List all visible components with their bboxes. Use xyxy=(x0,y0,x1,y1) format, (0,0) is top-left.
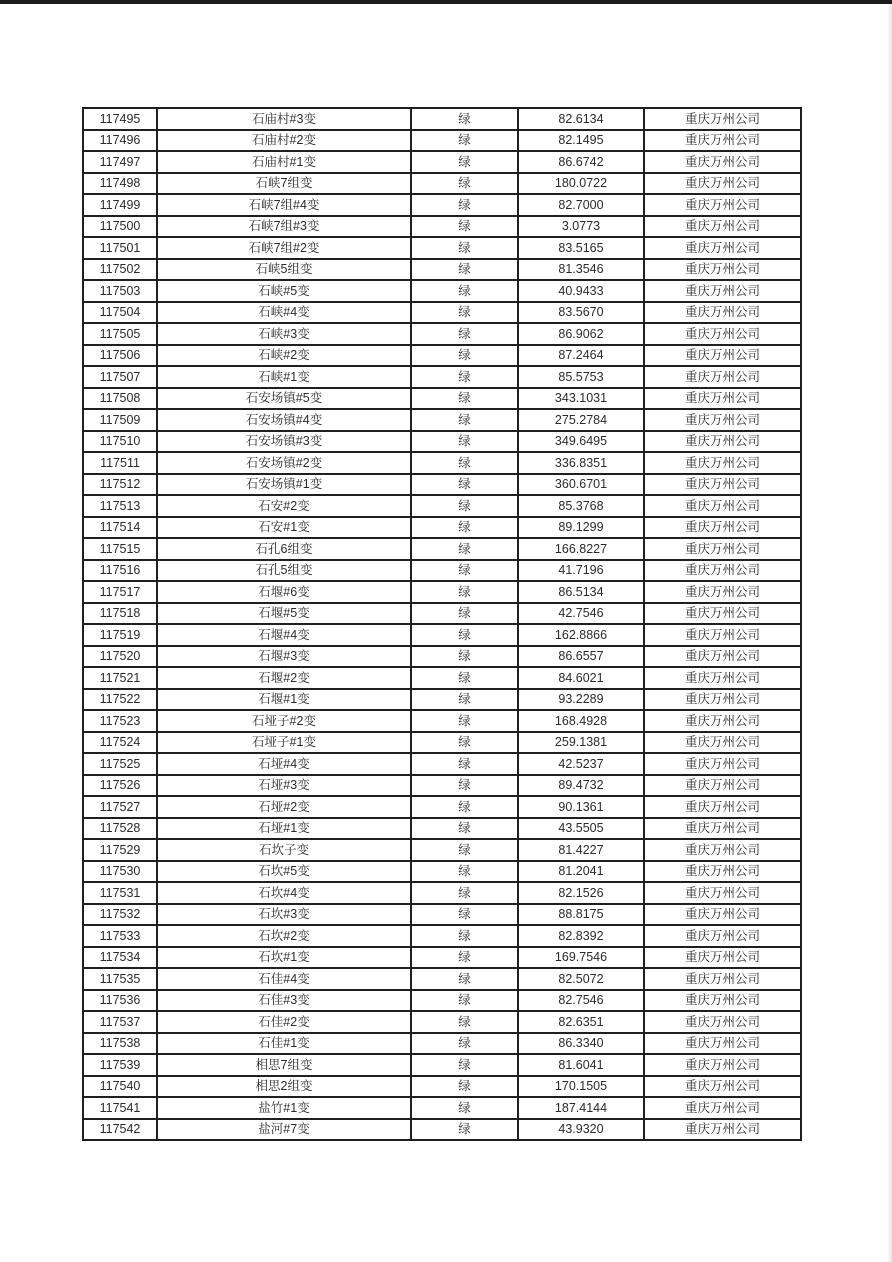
table-row xyxy=(83,839,801,861)
cell-name: 石佳#3变 xyxy=(157,990,411,1012)
cell-id: 117534 xyxy=(83,947,157,969)
table-row xyxy=(83,925,801,947)
cell-company: 重庆万州公司 xyxy=(644,925,801,947)
cell-value: 168.4928 xyxy=(518,710,644,732)
cell-value: 40.9433 xyxy=(518,280,644,302)
table-row xyxy=(83,1119,801,1141)
cell-name: 石峡#2变 xyxy=(157,345,411,367)
table-row xyxy=(83,130,801,152)
cell-status: 绿 xyxy=(411,366,518,388)
cell-id: 117523 xyxy=(83,710,157,732)
cell-value: 82.7546 xyxy=(518,990,644,1012)
cell-status: 绿 xyxy=(411,560,518,582)
table-row xyxy=(83,280,801,302)
cell-company: 重庆万州公司 xyxy=(644,732,801,754)
cell-name: 石孔5组变 xyxy=(157,560,411,582)
cell-id: 117521 xyxy=(83,667,157,689)
cell-name: 石佳#2变 xyxy=(157,1011,411,1033)
cell-company: 重庆万州公司 xyxy=(644,882,801,904)
table-row xyxy=(83,194,801,216)
cell-name: 石堰#4变 xyxy=(157,624,411,646)
cell-value: 259.1381 xyxy=(518,732,644,754)
cell-status: 绿 xyxy=(411,151,518,173)
cell-status: 绿 xyxy=(411,925,518,947)
cell-status: 绿 xyxy=(411,1033,518,1055)
cell-value: 88.8175 xyxy=(518,904,644,926)
cell-value: 42.5237 xyxy=(518,753,644,775)
cell-value: 81.6041 xyxy=(518,1054,644,1076)
cell-value: 187.4144 xyxy=(518,1097,644,1119)
cell-value: 85.5753 xyxy=(518,366,644,388)
cell-company: 重庆万州公司 xyxy=(644,667,801,689)
table-row xyxy=(83,323,801,345)
cell-status: 绿 xyxy=(411,216,518,238)
cell-company: 重庆万州公司 xyxy=(644,1119,801,1141)
cell-id: 117522 xyxy=(83,689,157,711)
cell-name: 石佳#1变 xyxy=(157,1033,411,1055)
cell-id: 117507 xyxy=(83,366,157,388)
cell-status: 绿 xyxy=(411,130,518,152)
cell-id: 117541 xyxy=(83,1097,157,1119)
cell-company: 重庆万州公司 xyxy=(644,904,801,926)
table-row xyxy=(83,216,801,238)
cell-name: 石垭子#2变 xyxy=(157,710,411,732)
cell-value: 82.6134 xyxy=(518,108,644,130)
table-row xyxy=(83,581,801,603)
cell-company: 重庆万州公司 xyxy=(644,216,801,238)
cell-value: 275.2784 xyxy=(518,409,644,431)
cell-name: 石庙村#3变 xyxy=(157,108,411,130)
cell-status: 绿 xyxy=(411,732,518,754)
cell-company: 重庆万州公司 xyxy=(644,947,801,969)
cell-status: 绿 xyxy=(411,1119,518,1141)
cell-company: 重庆万州公司 xyxy=(644,173,801,195)
cell-status: 绿 xyxy=(411,1054,518,1076)
table-row xyxy=(83,861,801,883)
cell-value: 90.1361 xyxy=(518,796,644,818)
cell-status: 绿 xyxy=(411,538,518,560)
cell-id: 117512 xyxy=(83,474,157,496)
cell-company: 重庆万州公司 xyxy=(644,1076,801,1098)
cell-id: 117500 xyxy=(83,216,157,238)
cell-id: 117495 xyxy=(83,108,157,130)
cell-company: 重庆万州公司 xyxy=(644,646,801,668)
cell-name: 石峡5组变 xyxy=(157,259,411,281)
cell-company: 重庆万州公司 xyxy=(644,474,801,496)
cell-company: 重庆万州公司 xyxy=(644,581,801,603)
cell-id: 117497 xyxy=(83,151,157,173)
cell-company: 重庆万州公司 xyxy=(644,990,801,1012)
table-row xyxy=(83,345,801,367)
cell-company: 重庆万州公司 xyxy=(644,1054,801,1076)
cell-company: 重庆万州公司 xyxy=(644,603,801,625)
scan-top-edge-artifact xyxy=(0,0,892,4)
table-row xyxy=(83,538,801,560)
cell-status: 绿 xyxy=(411,689,518,711)
table-row xyxy=(83,968,801,990)
cell-status: 绿 xyxy=(411,323,518,345)
cell-id: 117503 xyxy=(83,280,157,302)
table-row xyxy=(83,1011,801,1033)
table-row xyxy=(83,517,801,539)
cell-value: 41.7196 xyxy=(518,560,644,582)
table-row xyxy=(83,151,801,173)
table-row xyxy=(83,732,801,754)
cell-value: 84.6021 xyxy=(518,667,644,689)
cell-company: 重庆万州公司 xyxy=(644,495,801,517)
cell-value: 166.8227 xyxy=(518,538,644,560)
cell-status: 绿 xyxy=(411,796,518,818)
cell-company: 重庆万州公司 xyxy=(644,839,801,861)
cell-status: 绿 xyxy=(411,667,518,689)
cell-status: 绿 xyxy=(411,431,518,453)
cell-name: 相思7组变 xyxy=(157,1054,411,1076)
cell-value: 93.2289 xyxy=(518,689,644,711)
cell-name: 石堰#5变 xyxy=(157,603,411,625)
table-row xyxy=(83,882,801,904)
cell-company: 重庆万州公司 xyxy=(644,710,801,732)
table-row xyxy=(83,646,801,668)
cell-id: 117514 xyxy=(83,517,157,539)
cell-value: 89.1299 xyxy=(518,517,644,539)
cell-name: 石坎#1变 xyxy=(157,947,411,969)
cell-id: 117502 xyxy=(83,259,157,281)
table-row xyxy=(83,388,801,410)
cell-name: 石安#1变 xyxy=(157,517,411,539)
cell-status: 绿 xyxy=(411,194,518,216)
cell-id: 117510 xyxy=(83,431,157,453)
cell-name: 盐河#7变 xyxy=(157,1119,411,1141)
cell-name: 石垭#3变 xyxy=(157,775,411,797)
cell-name: 石峡7组#3变 xyxy=(157,216,411,238)
cell-name: 盐竹#1变 xyxy=(157,1097,411,1119)
cell-value: 87.2464 xyxy=(518,345,644,367)
cell-value: 89.4732 xyxy=(518,775,644,797)
cell-company: 重庆万州公司 xyxy=(644,624,801,646)
cell-value: 43.5505 xyxy=(518,818,644,840)
cell-value: 83.5670 xyxy=(518,302,644,324)
table-row xyxy=(83,259,801,281)
cell-value: 82.6351 xyxy=(518,1011,644,1033)
cell-name: 石安场镇#2变 xyxy=(157,452,411,474)
cell-name: 石垭子#1变 xyxy=(157,732,411,754)
table-row xyxy=(83,495,801,517)
cell-name: 石安场镇#5变 xyxy=(157,388,411,410)
cell-status: 绿 xyxy=(411,775,518,797)
cell-id: 117536 xyxy=(83,990,157,1012)
table-row xyxy=(83,560,801,582)
cell-name: 石坎#2变 xyxy=(157,925,411,947)
cell-id: 117539 xyxy=(83,1054,157,1076)
table-row xyxy=(83,624,801,646)
cell-value: 86.5134 xyxy=(518,581,644,603)
cell-company: 重庆万州公司 xyxy=(644,538,801,560)
cell-id: 117532 xyxy=(83,904,157,926)
cell-status: 绿 xyxy=(411,839,518,861)
table-row xyxy=(83,302,801,324)
cell-status: 绿 xyxy=(411,1076,518,1098)
cell-id: 117499 xyxy=(83,194,157,216)
cell-id: 117535 xyxy=(83,968,157,990)
cell-company: 重庆万州公司 xyxy=(644,753,801,775)
table-row xyxy=(83,1097,801,1119)
cell-status: 绿 xyxy=(411,259,518,281)
cell-id: 117531 xyxy=(83,882,157,904)
cell-value: 82.1495 xyxy=(518,130,644,152)
cell-status: 绿 xyxy=(411,345,518,367)
cell-company: 重庆万州公司 xyxy=(644,259,801,281)
cell-value: 42.7546 xyxy=(518,603,644,625)
cell-status: 绿 xyxy=(411,237,518,259)
table-row xyxy=(83,689,801,711)
cell-id: 117533 xyxy=(83,925,157,947)
cell-status: 绿 xyxy=(411,409,518,431)
cell-name: 石垭#1变 xyxy=(157,818,411,840)
cell-status: 绿 xyxy=(411,710,518,732)
cell-name: 石安场镇#4变 xyxy=(157,409,411,431)
table-row xyxy=(83,990,801,1012)
cell-status: 绿 xyxy=(411,947,518,969)
table-row xyxy=(83,796,801,818)
cell-status: 绿 xyxy=(411,474,518,496)
cell-status: 绿 xyxy=(411,173,518,195)
cell-name: 石峡#4变 xyxy=(157,302,411,324)
cell-id: 117518 xyxy=(83,603,157,625)
table-body xyxy=(83,108,801,1140)
cell-status: 绿 xyxy=(411,1097,518,1119)
table-row xyxy=(83,474,801,496)
cell-name: 石峡7组#4变 xyxy=(157,194,411,216)
cell-name: 石坎#4变 xyxy=(157,882,411,904)
cell-company: 重庆万州公司 xyxy=(644,151,801,173)
cell-value: 81.3546 xyxy=(518,259,644,281)
cell-company: 重庆万州公司 xyxy=(644,366,801,388)
table-row xyxy=(83,173,801,195)
cell-id: 117508 xyxy=(83,388,157,410)
station-data-table xyxy=(82,107,802,1141)
cell-id: 117537 xyxy=(83,1011,157,1033)
cell-company: 重庆万州公司 xyxy=(644,388,801,410)
cell-value: 162.8866 xyxy=(518,624,644,646)
cell-name: 石堰#1变 xyxy=(157,689,411,711)
cell-status: 绿 xyxy=(411,968,518,990)
cell-id: 117506 xyxy=(83,345,157,367)
cell-id: 117524 xyxy=(83,732,157,754)
cell-name: 石峡#1变 xyxy=(157,366,411,388)
cell-name: 石垭#4变 xyxy=(157,753,411,775)
cell-value: 86.6557 xyxy=(518,646,644,668)
cell-id: 117530 xyxy=(83,861,157,883)
cell-name: 石峡#3变 xyxy=(157,323,411,345)
cell-value: 170.1505 xyxy=(518,1076,644,1098)
cell-id: 117529 xyxy=(83,839,157,861)
cell-company: 重庆万州公司 xyxy=(644,818,801,840)
cell-value: 83.5165 xyxy=(518,237,644,259)
table-row xyxy=(83,775,801,797)
cell-id: 117511 xyxy=(83,452,157,474)
cell-value: 86.6742 xyxy=(518,151,644,173)
cell-company: 重庆万州公司 xyxy=(644,130,801,152)
cell-company: 重庆万州公司 xyxy=(644,689,801,711)
cell-company: 重庆万州公司 xyxy=(644,323,801,345)
table-row xyxy=(83,947,801,969)
cell-value: 360.6701 xyxy=(518,474,644,496)
cell-id: 117540 xyxy=(83,1076,157,1098)
cell-value: 3.0773 xyxy=(518,216,644,238)
cell-status: 绿 xyxy=(411,624,518,646)
cell-id: 117520 xyxy=(83,646,157,668)
table-row xyxy=(83,603,801,625)
table-row xyxy=(83,1033,801,1055)
cell-value: 85.3768 xyxy=(518,495,644,517)
cell-name: 石堰#3变 xyxy=(157,646,411,668)
cell-value: 43.9320 xyxy=(518,1119,644,1141)
table-row xyxy=(83,237,801,259)
table-row xyxy=(83,409,801,431)
cell-name: 石安#2变 xyxy=(157,495,411,517)
cell-id: 117498 xyxy=(83,173,157,195)
cell-company: 重庆万州公司 xyxy=(644,1033,801,1055)
cell-status: 绿 xyxy=(411,280,518,302)
cell-id: 117525 xyxy=(83,753,157,775)
table-row xyxy=(83,667,801,689)
cell-status: 绿 xyxy=(411,861,518,883)
cell-company: 重庆万州公司 xyxy=(644,194,801,216)
cell-company: 重庆万州公司 xyxy=(644,345,801,367)
cell-company: 重庆万州公司 xyxy=(644,452,801,474)
cell-value: 336.8351 xyxy=(518,452,644,474)
cell-company: 重庆万州公司 xyxy=(644,409,801,431)
cell-status: 绿 xyxy=(411,646,518,668)
cell-id: 117528 xyxy=(83,818,157,840)
cell-id: 117527 xyxy=(83,796,157,818)
table-row xyxy=(83,431,801,453)
cell-id: 117501 xyxy=(83,237,157,259)
cell-value: 81.4227 xyxy=(518,839,644,861)
cell-name: 石庙村#2变 xyxy=(157,130,411,152)
table-row xyxy=(83,710,801,732)
cell-name: 石堰#6变 xyxy=(157,581,411,603)
cell-value: 86.3340 xyxy=(518,1033,644,1055)
table-row xyxy=(83,366,801,388)
cell-company: 重庆万州公司 xyxy=(644,796,801,818)
cell-status: 绿 xyxy=(411,452,518,474)
table-row xyxy=(83,108,801,130)
cell-id: 117542 xyxy=(83,1119,157,1141)
table-row xyxy=(83,1054,801,1076)
cell-status: 绿 xyxy=(411,581,518,603)
cell-company: 重庆万州公司 xyxy=(644,237,801,259)
cell-status: 绿 xyxy=(411,388,518,410)
cell-company: 重庆万州公司 xyxy=(644,302,801,324)
cell-status: 绿 xyxy=(411,1011,518,1033)
cell-name: 石坎子变 xyxy=(157,839,411,861)
cell-name: 石峡#5变 xyxy=(157,280,411,302)
cell-name: 石佳#4变 xyxy=(157,968,411,990)
cell-id: 117519 xyxy=(83,624,157,646)
cell-company: 重庆万州公司 xyxy=(644,1011,801,1033)
cell-status: 绿 xyxy=(411,904,518,926)
cell-company: 重庆万州公司 xyxy=(644,280,801,302)
cell-id: 117496 xyxy=(83,130,157,152)
cell-company: 重庆万州公司 xyxy=(644,861,801,883)
cell-id: 117515 xyxy=(83,538,157,560)
cell-company: 重庆万州公司 xyxy=(644,517,801,539)
cell-value: 343.1031 xyxy=(518,388,644,410)
cell-value: 82.7000 xyxy=(518,194,644,216)
cell-status: 绿 xyxy=(411,603,518,625)
cell-id: 117517 xyxy=(83,581,157,603)
cell-status: 绿 xyxy=(411,818,518,840)
cell-name: 石坎#3变 xyxy=(157,904,411,926)
cell-id: 117509 xyxy=(83,409,157,431)
cell-id: 117513 xyxy=(83,495,157,517)
cell-status: 绿 xyxy=(411,302,518,324)
cell-company: 重庆万州公司 xyxy=(644,775,801,797)
cell-id: 117538 xyxy=(83,1033,157,1055)
cell-name: 石垭#2变 xyxy=(157,796,411,818)
scan-right-edge-artifact xyxy=(887,4,892,1262)
cell-status: 绿 xyxy=(411,495,518,517)
table-row xyxy=(83,818,801,840)
cell-id: 117505 xyxy=(83,323,157,345)
cell-company: 重庆万州公司 xyxy=(644,431,801,453)
cell-company: 重庆万州公司 xyxy=(644,968,801,990)
cell-company: 重庆万州公司 xyxy=(644,560,801,582)
cell-status: 绿 xyxy=(411,990,518,1012)
cell-status: 绿 xyxy=(411,753,518,775)
cell-name: 石堰#2变 xyxy=(157,667,411,689)
cell-name: 石庙村#1变 xyxy=(157,151,411,173)
cell-status: 绿 xyxy=(411,517,518,539)
cell-id: 117526 xyxy=(83,775,157,797)
cell-name: 石安场镇#1变 xyxy=(157,474,411,496)
cell-value: 169.7546 xyxy=(518,947,644,969)
cell-name: 石坎#5变 xyxy=(157,861,411,883)
cell-value: 82.8392 xyxy=(518,925,644,947)
table-row xyxy=(83,904,801,926)
cell-status: 绿 xyxy=(411,882,518,904)
cell-value: 180.0722 xyxy=(518,173,644,195)
cell-value: 82.5072 xyxy=(518,968,644,990)
cell-name: 石峡7组变 xyxy=(157,173,411,195)
cell-value: 81.2041 xyxy=(518,861,644,883)
cell-value: 82.1526 xyxy=(518,882,644,904)
cell-name: 相思2组变 xyxy=(157,1076,411,1098)
cell-name: 石峡7组#2变 xyxy=(157,237,411,259)
cell-name: 石安场镇#3变 xyxy=(157,431,411,453)
cell-company: 重庆万州公司 xyxy=(644,108,801,130)
cell-id: 117504 xyxy=(83,302,157,324)
cell-name: 石孔6组变 xyxy=(157,538,411,560)
cell-value: 86.9062 xyxy=(518,323,644,345)
cell-value: 349.6495 xyxy=(518,431,644,453)
cell-id: 117516 xyxy=(83,560,157,582)
table-row xyxy=(83,753,801,775)
cell-company: 重庆万州公司 xyxy=(644,1097,801,1119)
table-row xyxy=(83,452,801,474)
table-row xyxy=(83,1076,801,1098)
cell-status: 绿 xyxy=(411,108,518,130)
